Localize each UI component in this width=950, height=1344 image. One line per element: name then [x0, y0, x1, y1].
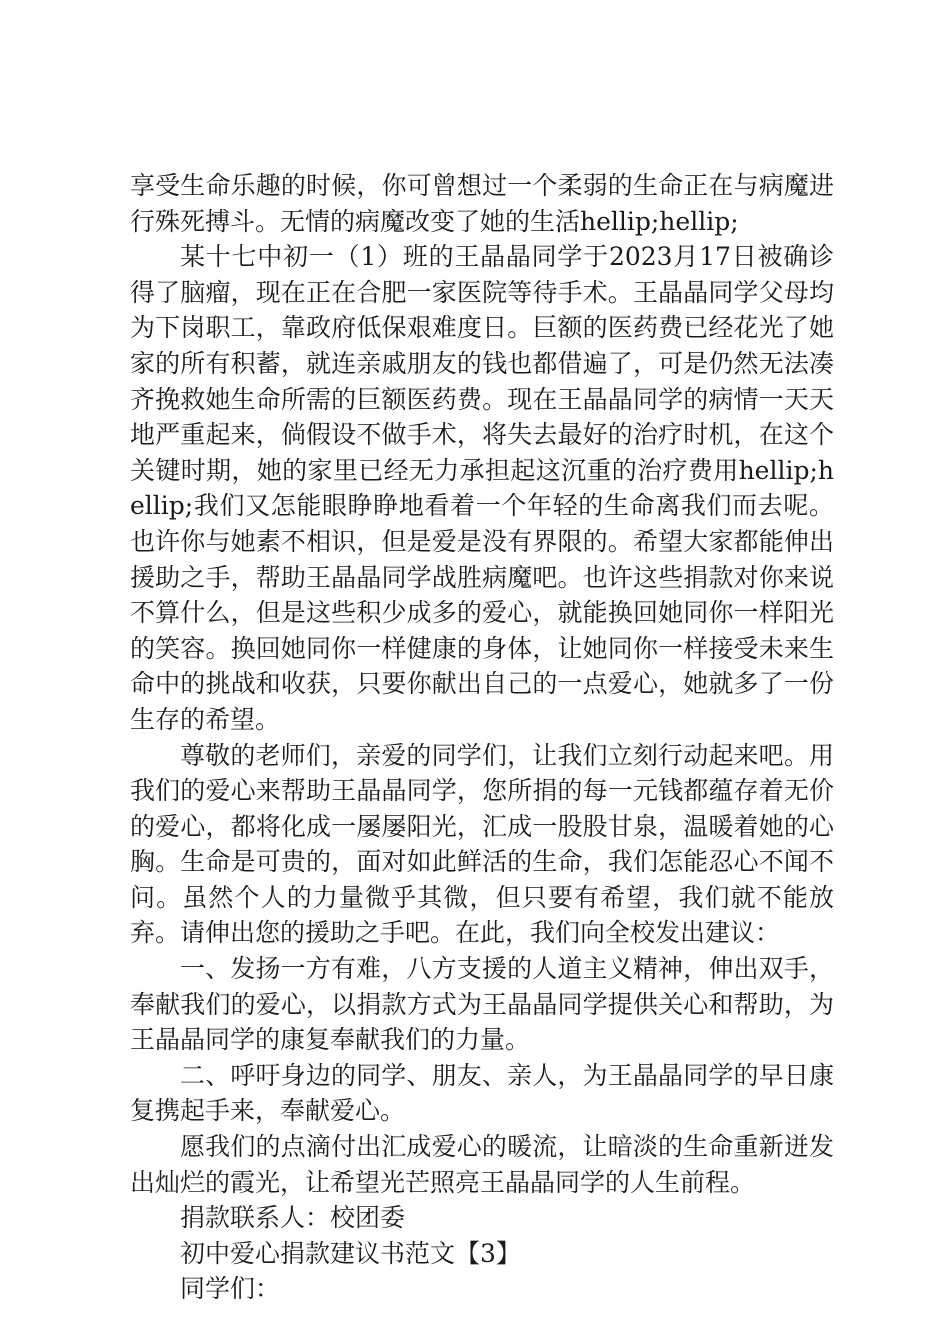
paragraph-closing-wish: 愿我们的点滴付出汇成爱心的暖流，让暗淡的生命重新迸发出灿烂的霞光，让希望光芒照亮王晶晶同学的人生前程。: [130, 1132, 834, 1197]
document-body: [130, 168, 834, 1307]
paragraph-proposal-one: 一、发扬一方有难，八方支援的人道主义精神，伸出双手，奉献我们的爱心，以捐款方式为王晶晶同学提供关心和帮助，为王晶晶同学的康复奉献我们的力量。: [130, 954, 834, 1055]
paragraph-section-heading: 初中爱心捐款建议书范文【3】: [180, 1238, 521, 1268]
paragraph-salutation: 同学们：: [180, 1274, 281, 1304]
paragraph-case-description: 某十七中初一（1）班的王晶晶同学于2023月17日被确诊得了脑瘤，现在正在合肥一家医院等待手术。王晶晶同学父母均为下岗职工，靠政府低保艰难度日。巨额的医药费已经花光了她家的所有积蓄，就连亲戚朋友的钱也都借遍了，可是仍然无法凑齐挽救她生命所需的巨额医药费。现在王晶晶同学的病情一天天地严重起来，倘假设不做手术，将失去最好的治疗时机，在这个关键时期，她的家里已经无力承担起这沉重的治疗费用hellip;hellip;我们又怎能眼睁睁地看着一个年轻的生命离我们而去呢。也许你与她素不相识，但是爱是没有界限的。希望大家都能伸出援助之手，帮助王晶晶同学战胜病魔吧。也许这些捐款对你来说不算什么，但是这些积少成多的爱心，就能换回她同你一样阳光的笑容。换回她同你一样健康的身体，让她同你一样接受未来生命中的挑战和收获，只要你献出自己的一点爱心，她就多了一份生存的希望。: [130, 242, 834, 734]
paragraph-proposal-two: 二、呼吁身边的同学、朋友、亲人，为王晶晶同学的早日康复携起手来，奉献爱心。: [130, 1060, 834, 1126]
paragraph-contact: 捐款联系人：校团委: [180, 1203, 406, 1233]
paragraph-continuation: 享受生命乐趣的时候，你可曾想过一个柔弱的生命正在与病魔进行殊死搏斗。无情的病魔改变了她的生活hellip;hellip;: [130, 171, 834, 236]
paragraph-appeal: 尊敬的老师们，亲爱的同学们，让我们立刻行动起来吧。用我们的爱心来帮助王晶晶同学，您所捐的每一元钱都蕴存着无价的爱心，都将化成一屡屡阳光，汇成一股股甘泉，温暖着她的心胸。生命是可贵的，面对如此鲜活的生命，我们怎能忍心不闻不问。虽然个人的力量微乎其微，但只要有希望，我们就不能放弃。请伸出您的援助之手吧。在此，我们向全校发出建议：: [130, 740, 834, 948]
